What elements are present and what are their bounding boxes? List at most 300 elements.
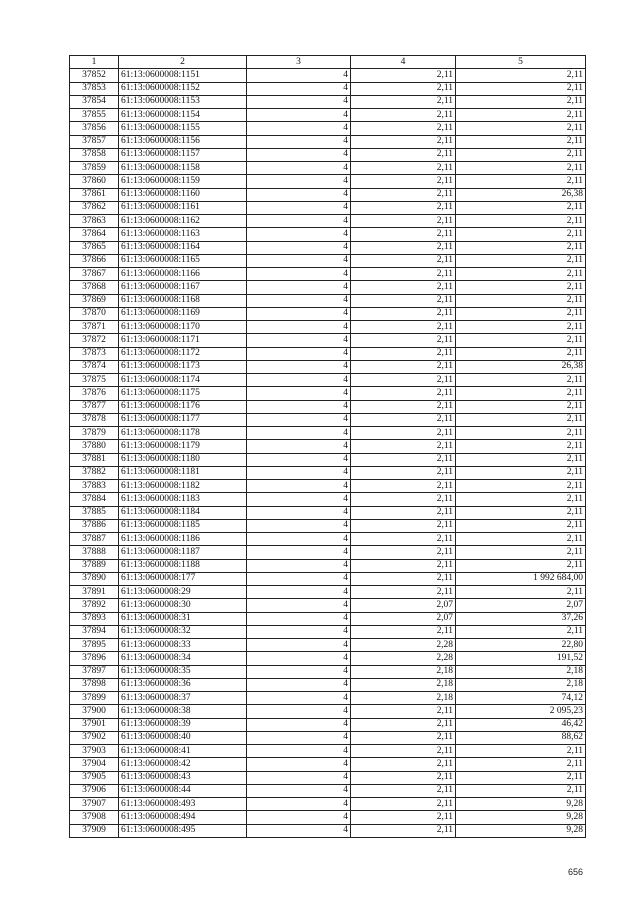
cadastral-number-cell: 61:13:0600008:1187 <box>119 546 247 559</box>
col3-cell: 4 <box>247 718 351 731</box>
col5-cell: 2,18 <box>456 678 586 691</box>
col5-cell: 74,12 <box>456 692 586 705</box>
col3-cell: 4 <box>247 705 351 718</box>
col4-cell: 2,11 <box>351 427 456 440</box>
col3-cell: 4 <box>247 241 351 254</box>
row-number-cell: 37897 <box>70 665 119 678</box>
col5-cell: 9,28 <box>456 811 586 824</box>
table-row <box>70 135 586 148</box>
cadastral-number-cell: 61:13:0600008:1157 <box>119 148 247 161</box>
col5-cell: 9,28 <box>456 824 586 837</box>
table-header <box>70 56 586 69</box>
cadastral-number-cell: 61:13:0600008:29 <box>119 586 247 599</box>
col5-cell: 46,42 <box>456 718 586 731</box>
cadastral-number-cell: 61:13:0600008:31 <box>119 612 247 625</box>
col3-cell: 4 <box>247 480 351 493</box>
col3-cell: 4 <box>247 307 351 320</box>
cadastral-number-cell: 61:13:0600008:1152 <box>119 82 247 95</box>
col3-cell: 4 <box>247 188 351 201</box>
col3-cell: 4 <box>247 281 351 294</box>
table-row <box>70 519 586 532</box>
row-number-cell: 37864 <box>70 228 119 241</box>
col5-cell: 2,11 <box>456 201 586 214</box>
col3-cell: 4 <box>247 69 351 82</box>
cadastral-number-cell: 61:13:0600008:42 <box>119 758 247 771</box>
table-row <box>70 586 586 599</box>
table-row <box>70 625 586 638</box>
col3-cell: 4 <box>247 824 351 837</box>
col4-cell: 2,11 <box>351 453 456 466</box>
cadastral-number-cell: 61:13:0600008:494 <box>119 811 247 824</box>
col5-cell: 2,11 <box>456 294 586 307</box>
column-header-5: 5 <box>456 56 586 69</box>
table-row <box>70 228 586 241</box>
col3-cell: 4 <box>247 731 351 744</box>
col3-cell: 4 <box>247 321 351 334</box>
table-row <box>70 665 586 678</box>
table-row <box>70 360 586 373</box>
cadastral-number-cell: 61:13:0600008:44 <box>119 784 247 797</box>
column-header-3: 3 <box>247 56 351 69</box>
col4-cell: 2,11 <box>351 201 456 214</box>
row-number-cell: 37874 <box>70 360 119 373</box>
row-number-cell: 37903 <box>70 745 119 758</box>
col3-cell: 4 <box>247 559 351 572</box>
row-number-cell: 37894 <box>70 625 119 638</box>
column-header-4: 4 <box>351 56 456 69</box>
column-header-2: 2 <box>119 56 247 69</box>
col4-cell: 2,28 <box>351 652 456 665</box>
col3-cell: 4 <box>247 347 351 360</box>
row-number-cell: 37891 <box>70 586 119 599</box>
data-table <box>69 55 586 838</box>
row-number-cell: 37885 <box>70 506 119 519</box>
cadastral-number-cell: 61:13:0600008:34 <box>119 652 247 665</box>
row-number-cell: 37884 <box>70 493 119 506</box>
row-number-cell: 37867 <box>70 268 119 281</box>
row-number-cell: 37893 <box>70 612 119 625</box>
table-row <box>70 824 586 837</box>
col3-cell: 4 <box>247 678 351 691</box>
row-number-cell: 37858 <box>70 148 119 161</box>
table-row <box>70 387 586 400</box>
cadastral-number-cell: 61:13:0600008:1170 <box>119 321 247 334</box>
row-number-cell: 37866 <box>70 254 119 267</box>
row-number-cell: 37863 <box>70 215 119 228</box>
cadastral-number-cell: 61:13:0600008:1151 <box>119 69 247 82</box>
col4-cell: 2,11 <box>351 228 456 241</box>
row-number-cell: 37877 <box>70 400 119 413</box>
table-row <box>70 533 586 546</box>
row-number-cell: 37861 <box>70 188 119 201</box>
cadastral-number-cell: 61:13:0600008:39 <box>119 718 247 731</box>
table-row <box>70 241 586 254</box>
table-row <box>70 480 586 493</box>
table-row <box>70 175 586 188</box>
col5-cell: 2,11 <box>456 758 586 771</box>
cadastral-number-cell: 61:13:0600008:177 <box>119 572 247 585</box>
table-row <box>70 188 586 201</box>
col5-cell: 2,11 <box>456 347 586 360</box>
col4-cell: 2,11 <box>351 82 456 95</box>
col5-cell: 88,62 <box>456 731 586 744</box>
col4-cell: 2,11 <box>351 586 456 599</box>
cadastral-number-cell: 61:13:0600008:1162 <box>119 215 247 228</box>
col4-cell: 2,11 <box>351 731 456 744</box>
col5-cell: 26,38 <box>456 188 586 201</box>
col4-cell: 2,11 <box>351 148 456 161</box>
cadastral-number-cell: 61:13:0600008:1178 <box>119 427 247 440</box>
cadastral-number-cell: 61:13:0600008:1155 <box>119 122 247 135</box>
col5-cell: 2,11 <box>456 625 586 638</box>
col4-cell: 2,11 <box>351 466 456 479</box>
col4-cell: 2,11 <box>351 705 456 718</box>
row-number-cell: 37905 <box>70 771 119 784</box>
row-number-cell: 37875 <box>70 374 119 387</box>
col3-cell: 4 <box>247 533 351 546</box>
cadastral-number-cell: 61:13:0600008:1156 <box>119 135 247 148</box>
col3-cell: 4 <box>247 228 351 241</box>
col3-cell: 4 <box>247 175 351 188</box>
col4-cell: 2,11 <box>351 241 456 254</box>
col5-cell: 2,11 <box>456 745 586 758</box>
table-row <box>70 148 586 161</box>
table-row <box>70 599 586 612</box>
col3-cell: 4 <box>247 665 351 678</box>
table-row <box>70 162 586 175</box>
cadastral-number-cell: 61:13:0600008:1154 <box>119 109 247 122</box>
col3-cell: 4 <box>247 519 351 532</box>
table-row <box>70 82 586 95</box>
table-row <box>70 109 586 122</box>
row-number-cell: 37888 <box>70 546 119 559</box>
col5-cell: 2,11 <box>456 148 586 161</box>
col4-cell: 2,11 <box>351 519 456 532</box>
cadastral-number-cell: 61:13:0600008:1186 <box>119 533 247 546</box>
cadastral-number-cell: 61:13:0600008:1153 <box>119 95 247 108</box>
table-row <box>70 334 586 347</box>
row-number-cell: 37892 <box>70 599 119 612</box>
cadastral-number-cell: 61:13:0600008:43 <box>119 771 247 784</box>
col4-cell: 2,18 <box>351 692 456 705</box>
row-number-cell: 37872 <box>70 334 119 347</box>
row-number-cell: 37856 <box>70 122 119 135</box>
row-number-cell: 37882 <box>70 466 119 479</box>
table-row <box>70 122 586 135</box>
col4-cell: 2,11 <box>351 109 456 122</box>
table-row <box>70 69 586 82</box>
col4-cell: 2,11 <box>351 122 456 135</box>
col4-cell: 2,11 <box>351 625 456 638</box>
row-number-cell: 37871 <box>70 321 119 334</box>
col4-cell: 2,11 <box>351 135 456 148</box>
col4-cell: 2,11 <box>351 506 456 519</box>
table-row <box>70 572 586 585</box>
row-number-cell: 37857 <box>70 135 119 148</box>
col3-cell: 4 <box>247 784 351 797</box>
table-row <box>70 374 586 387</box>
col4-cell: 2,11 <box>351 321 456 334</box>
table-row <box>70 811 586 824</box>
col5-cell: 22,80 <box>456 639 586 652</box>
col5-cell: 2,11 <box>456 175 586 188</box>
row-number-cell: 37907 <box>70 798 119 811</box>
cadastral-number-cell: 61:13:0600008:1182 <box>119 480 247 493</box>
cadastral-number-cell: 61:13:0600008:495 <box>119 824 247 837</box>
col3-cell: 4 <box>247 215 351 228</box>
row-number-cell: 37909 <box>70 824 119 837</box>
col4-cell: 2,18 <box>351 678 456 691</box>
cadastral-number-cell: 61:13:0600008:32 <box>119 625 247 638</box>
col4-cell: 2,11 <box>351 572 456 585</box>
cadastral-number-cell: 61:13:0600008:1167 <box>119 281 247 294</box>
col5-cell: 2,11 <box>456 533 586 546</box>
col3-cell: 4 <box>247 387 351 400</box>
cadastral-number-cell: 61:13:0600008:35 <box>119 665 247 678</box>
table-row <box>70 758 586 771</box>
col4-cell: 2,07 <box>351 599 456 612</box>
col5-cell: 2,11 <box>456 480 586 493</box>
col3-cell: 4 <box>247 254 351 267</box>
cadastral-number-cell: 61:13:0600008:1158 <box>119 162 247 175</box>
table-row <box>70 612 586 625</box>
col5-cell: 2,11 <box>456 95 586 108</box>
cadastral-number-cell: 61:13:0600008:1161 <box>119 201 247 214</box>
table-row <box>70 268 586 281</box>
col3-cell: 4 <box>247 294 351 307</box>
row-number-cell: 37880 <box>70 440 119 453</box>
cadastral-number-cell: 61:13:0600008:1171 <box>119 334 247 347</box>
col4-cell: 2,11 <box>351 95 456 108</box>
col5-cell: 2,11 <box>456 440 586 453</box>
row-number-cell: 37868 <box>70 281 119 294</box>
cadastral-number-cell: 61:13:0600008:1174 <box>119 374 247 387</box>
row-number-cell: 37895 <box>70 639 119 652</box>
row-number-cell: 37900 <box>70 705 119 718</box>
table-row <box>70 294 586 307</box>
cadastral-number-cell: 61:13:0600008:1159 <box>119 175 247 188</box>
col5-cell: 9,28 <box>456 798 586 811</box>
col4-cell: 2,11 <box>351 493 456 506</box>
col4-cell: 2,11 <box>351 188 456 201</box>
cadastral-number-cell: 61:13:0600008:1175 <box>119 387 247 400</box>
col5-cell: 2,11 <box>456 427 586 440</box>
row-number-cell: 37887 <box>70 533 119 546</box>
col5-cell: 2,11 <box>456 771 586 784</box>
col4-cell: 2,11 <box>351 771 456 784</box>
col5-cell: 2,11 <box>456 400 586 413</box>
cadastral-number-cell: 61:13:0600008:1181 <box>119 466 247 479</box>
col3-cell: 4 <box>247 758 351 771</box>
table-row <box>70 440 586 453</box>
col3-cell: 4 <box>247 148 351 161</box>
col4-cell: 2,11 <box>351 400 456 413</box>
table-row <box>70 718 586 731</box>
col5-cell: 2,11 <box>456 215 586 228</box>
col3-cell: 4 <box>247 400 351 413</box>
col5-cell: 2,11 <box>456 493 586 506</box>
table-row <box>70 731 586 744</box>
col4-cell: 2,11 <box>351 718 456 731</box>
table-row <box>70 546 586 559</box>
col3-cell: 4 <box>247 334 351 347</box>
col4-cell: 2,11 <box>351 360 456 373</box>
col5-cell: 2,18 <box>456 665 586 678</box>
col5-cell: 2,11 <box>456 334 586 347</box>
col3-cell: 4 <box>247 95 351 108</box>
row-number-cell: 37869 <box>70 294 119 307</box>
col4-cell: 2,11 <box>351 824 456 837</box>
row-number-cell: 37865 <box>70 241 119 254</box>
row-number-cell: 37890 <box>70 572 119 585</box>
table-row <box>70 705 586 718</box>
table-row <box>70 678 586 691</box>
cadastral-number-cell: 61:13:0600008:1166 <box>119 268 247 281</box>
table-row <box>70 466 586 479</box>
cadastral-number-cell: 61:13:0600008:1165 <box>119 254 247 267</box>
col3-cell: 4 <box>247 612 351 625</box>
col4-cell: 2,11 <box>351 268 456 281</box>
cadastral-number-cell: 61:13:0600008:1163 <box>119 228 247 241</box>
row-number-cell: 37896 <box>70 652 119 665</box>
col5-cell: 2,11 <box>456 254 586 267</box>
cadastral-number-cell: 61:13:0600008:1179 <box>119 440 247 453</box>
col5-cell: 2,11 <box>456 281 586 294</box>
col3-cell: 4 <box>247 440 351 453</box>
cadastral-number-cell: 61:13:0600008:1169 <box>119 307 247 320</box>
col5-cell: 2,11 <box>456 559 586 572</box>
col3-cell: 4 <box>247 427 351 440</box>
cadastral-number-cell: 61:13:0600008:1184 <box>119 506 247 519</box>
row-number-cell: 37853 <box>70 82 119 95</box>
table-row <box>70 453 586 466</box>
row-number-cell: 37899 <box>70 692 119 705</box>
col4-cell: 2,11 <box>351 546 456 559</box>
row-number-cell: 37901 <box>70 718 119 731</box>
table-row <box>70 413 586 426</box>
cadastral-number-cell: 61:13:0600008:37 <box>119 692 247 705</box>
cadastral-number-cell: 61:13:0600008:493 <box>119 798 247 811</box>
table-body <box>70 69 586 838</box>
row-number-cell: 37906 <box>70 784 119 797</box>
col4-cell: 2,11 <box>351 347 456 360</box>
col5-cell: 2,11 <box>456 413 586 426</box>
cadastral-number-cell: 61:13:0600008:1180 <box>119 453 247 466</box>
col4-cell: 2,11 <box>351 480 456 493</box>
table-row <box>70 559 586 572</box>
col5-cell: 2,11 <box>456 374 586 387</box>
col5-cell: 2,11 <box>456 135 586 148</box>
table-row <box>70 215 586 228</box>
col4-cell: 2,11 <box>351 294 456 307</box>
col5-cell: 191,52 <box>456 652 586 665</box>
col4-cell: 2,11 <box>351 334 456 347</box>
col3-cell: 4 <box>247 625 351 638</box>
table-row <box>70 652 586 665</box>
col3-cell: 4 <box>247 374 351 387</box>
col5-cell: 2,11 <box>456 241 586 254</box>
col4-cell: 2,11 <box>351 745 456 758</box>
table-row <box>70 506 586 519</box>
col3-cell: 4 <box>247 360 351 373</box>
col5-cell: 2,11 <box>456 546 586 559</box>
col3-cell: 4 <box>247 268 351 281</box>
cadastral-number-cell: 61:13:0600008:1164 <box>119 241 247 254</box>
row-number-cell: 37904 <box>70 758 119 771</box>
row-number-cell: 37862 <box>70 201 119 214</box>
col4-cell: 2,11 <box>351 175 456 188</box>
col3-cell: 4 <box>247 586 351 599</box>
col4-cell: 2,11 <box>351 387 456 400</box>
header-row <box>70 56 586 69</box>
col5-cell: 37,26 <box>456 612 586 625</box>
col5-cell: 2,11 <box>456 466 586 479</box>
col5-cell: 2,11 <box>456 268 586 281</box>
table-row <box>70 281 586 294</box>
col3-cell: 4 <box>247 546 351 559</box>
table-row <box>70 321 586 334</box>
cadastral-number-cell: 61:13:0600008:30 <box>119 599 247 612</box>
col4-cell: 2,11 <box>351 374 456 387</box>
col4-cell: 2,11 <box>351 440 456 453</box>
col5-cell: 2,07 <box>456 599 586 612</box>
cadastral-number-cell: 61:13:0600008:1173 <box>119 360 247 373</box>
table-row <box>70 639 586 652</box>
col3-cell: 4 <box>247 599 351 612</box>
col3-cell: 4 <box>247 506 351 519</box>
row-number-cell: 37886 <box>70 519 119 532</box>
cadastral-number-cell: 61:13:0600008:33 <box>119 639 247 652</box>
col5-cell: 2,11 <box>456 228 586 241</box>
col4-cell: 2,11 <box>351 215 456 228</box>
col5-cell: 2,11 <box>456 387 586 400</box>
cadastral-number-cell: 61:13:0600008:1172 <box>119 347 247 360</box>
col5-cell: 1 992 684,00 <box>456 572 586 585</box>
col3-cell: 4 <box>247 639 351 652</box>
col4-cell: 2,11 <box>351 784 456 797</box>
col3-cell: 4 <box>247 811 351 824</box>
col5-cell: 2,11 <box>456 586 586 599</box>
row-number-cell: 37854 <box>70 95 119 108</box>
table-row <box>70 771 586 784</box>
cadastral-number-cell: 61:13:0600008:1177 <box>119 413 247 426</box>
col4-cell: 2,11 <box>351 559 456 572</box>
cadastral-number-cell: 61:13:0600008:38 <box>119 705 247 718</box>
col4-cell: 2,18 <box>351 665 456 678</box>
row-number-cell: 37876 <box>70 387 119 400</box>
table-row <box>70 692 586 705</box>
col3-cell: 4 <box>247 652 351 665</box>
col3-cell: 4 <box>247 692 351 705</box>
cadastral-number-cell: 61:13:0600008:40 <box>119 731 247 744</box>
col5-cell: 2,11 <box>456 122 586 135</box>
col3-cell: 4 <box>247 122 351 135</box>
cadastral-number-cell: 61:13:0600008:1168 <box>119 294 247 307</box>
col4-cell: 2,11 <box>351 798 456 811</box>
row-number-cell: 37855 <box>70 109 119 122</box>
column-header-1: 1 <box>70 56 119 69</box>
col5-cell: 2,11 <box>456 109 586 122</box>
col3-cell: 4 <box>247 162 351 175</box>
table-row <box>70 307 586 320</box>
col4-cell: 2,11 <box>351 162 456 175</box>
col3-cell: 4 <box>247 109 351 122</box>
table-row <box>70 201 586 214</box>
col4-cell: 2,07 <box>351 612 456 625</box>
cadastral-number-cell: 61:13:0600008:1185 <box>119 519 247 532</box>
row-number-cell: 37908 <box>70 811 119 824</box>
col5-cell: 2 095,23 <box>456 705 586 718</box>
